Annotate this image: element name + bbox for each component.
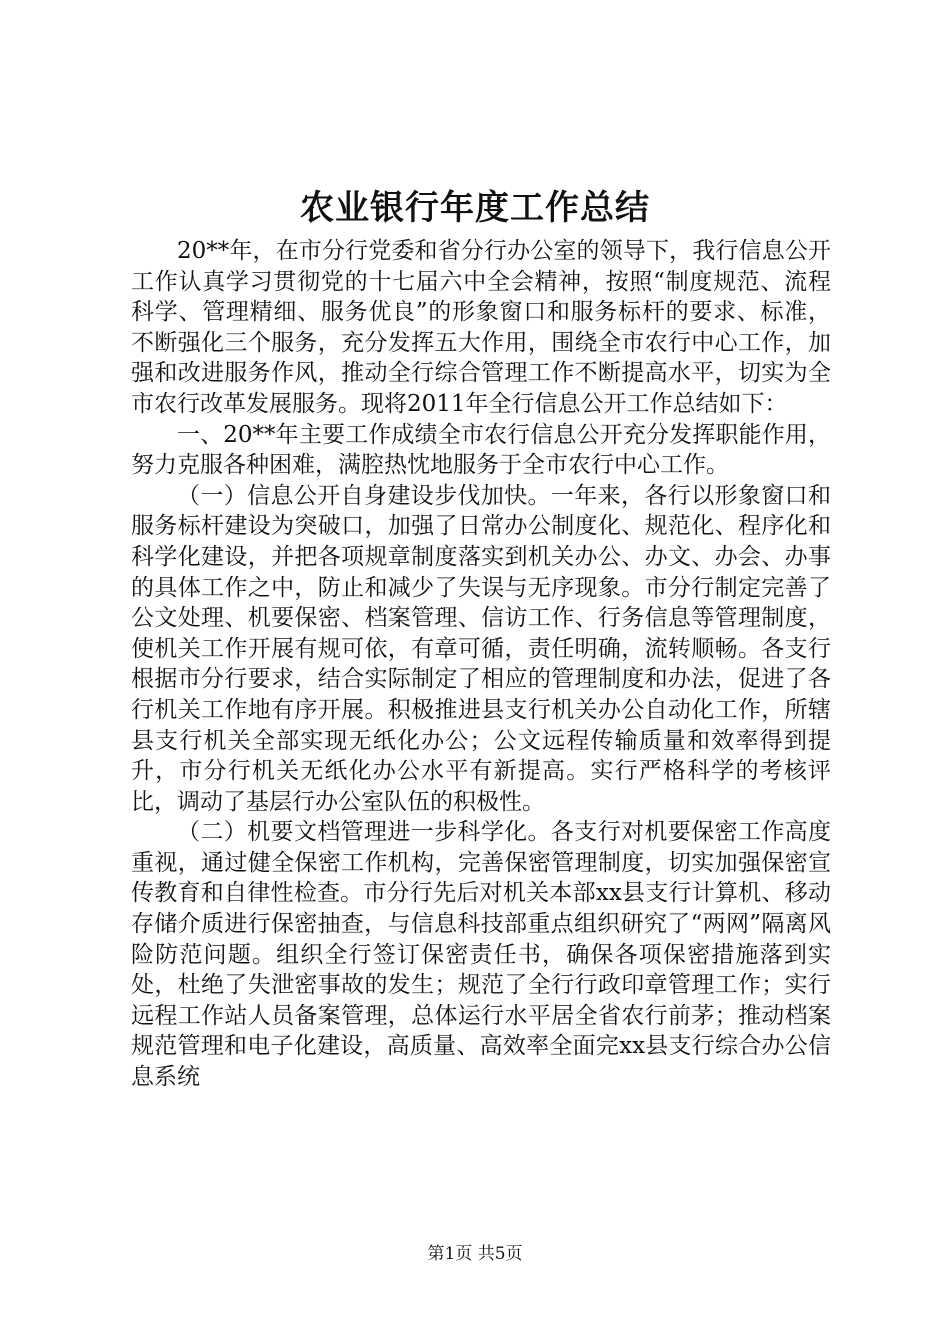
paragraph-item-two: （二）机要文档管理进一步科学化。各支行对机要保密工作高度重视，通过健全保密工作机构，完善保密管理制度，切实加强保密宣传教育和自律性检查。市分行先后对机关本部xx县支行计算机、移动存储介质进行保密抽查，与信息科技部重点组织研究了“两网”隔离风险防范问题。组织全行签订保密责任书，确保各项保密措施落到实处，杜绝了失泄密事故的发生；规范了全行行政印章管理工作；实行远程工作站人员备案管理，总体运行水平居全省农行前茅；推动档案规范管理和电子化建设，高质量、高效率全面完xx县支行综合办公信息系统 <box>131 819 831 1091</box>
paragraph-section-one: 一、20**年主要工作成绩全市农行信息公开充分发挥职能作用，努力克服各种困难，满腔热忱地服务于全市农行中心工作。 <box>131 421 831 479</box>
page-footer: 第1页 共5页 <box>427 1244 523 1264</box>
document-body <box>131 236 831 1093</box>
document-title: 农业银行年度工作总结 <box>300 188 650 228</box>
paragraph-item-one: （一）信息公开自身建设步伐加快。一年来，各行以形象窗口和服务标杆建设为突破口，加强了日常办公制度化、规范化、程序化和科学化建设，并把各项规章制度落实到机关办公、办文、办会、办事的具体工作之中，防止和减少了失误与无序现象。市分行制定完善了公文处理、机要保密、档案管理、信访工作、行务信息等管理制度，使机关工作开展有规可依，有章可循，责任明确，流转顺畅。各支行根据市分行要求，结合实际制定了相应的管理制度和办法，促进了各行机关工作地有序开展。积极推进县支行机关办公自动化工作，所辖县支行机关全部实现无纸化办公；公文远程传输质量和效率得到提升，市分行机关无纸化办公水平有新提高。实行严格科学的考核评比，调动了基层行办公室队伍的积极性。 <box>131 482 831 815</box>
paragraph-intro: 20**年，在市分行党委和省分行办公室的领导下，我行信息公开工作认真学习贯彻党的十七届六中全会精神，按照“制度规范、流程科学、管理精细、服务优良”的形象窗口和服务标杆的要求、标准，不断强化三个服务，充分发挥五大作用，围绕全市农行中心工作，加强和改进服务作风，推动全行综合管理工作不断提高水平，切实为全市农行改革发展服务。现将2011年全行信息公开工作总结如下： <box>131 238 831 417</box>
